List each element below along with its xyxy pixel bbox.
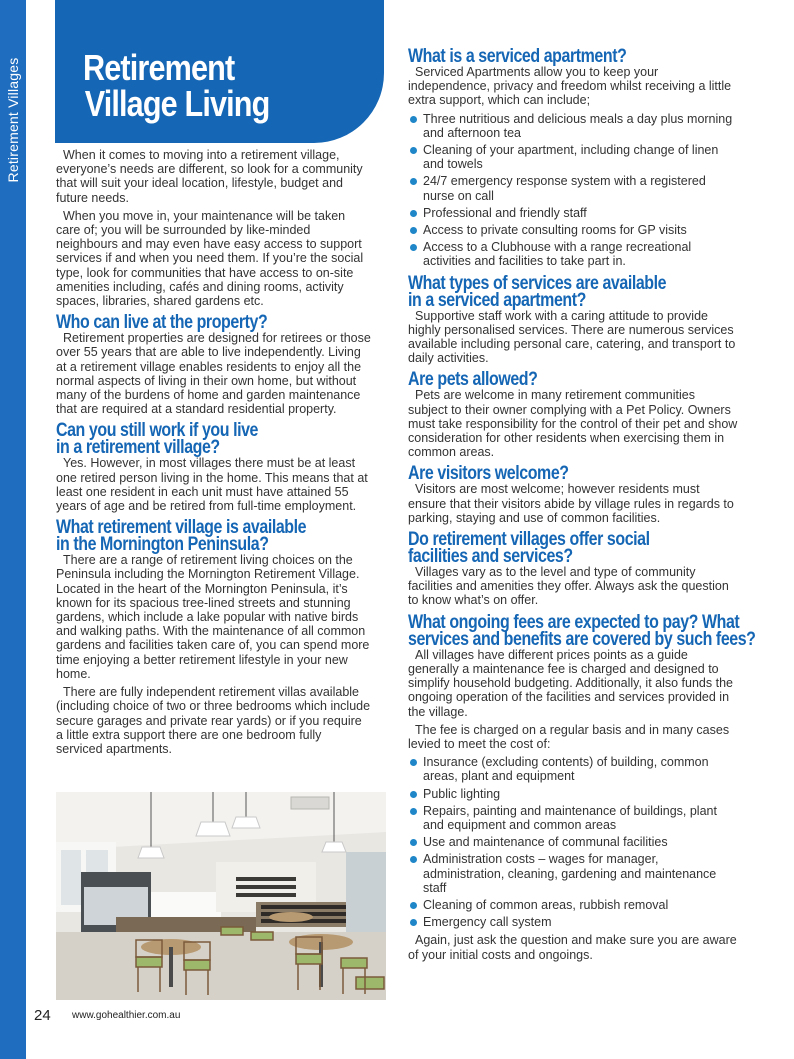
section-body: Serviced Apartments allow you to keep your independence, privacy and freedom whilst receiving a little extra support, which can include; xyxy=(408,65,732,108)
section-body: Pets are welcome in many retirement communities subject to their owner complying with a Pet Policy. Owners must take responsibility for the control of their pet and show consideration for other residents when exercising them in common areas. xyxy=(408,388,738,460)
left-column xyxy=(56,148,371,760)
list-item: Access to a Clubhouse with a range recreational activities and facilities to take part in. xyxy=(408,240,738,268)
section-body: Supportive staff work with a caring attitude to provide highly personalised services. There are numerous services available including personal care, catering, and transport to daily activities. xyxy=(408,308,736,366)
sidebar-strip xyxy=(0,0,26,1059)
list-item: Professional and friendly staff xyxy=(408,206,738,220)
page-number: 24 xyxy=(34,1007,51,1024)
section-body: There are fully independent retirement villas available (including choice of two or three bedrooms which include secure garages and private rear yards) or if you require a little extra support there are one bedroom fully serviced apartments. xyxy=(56,685,371,756)
section-heading: Can you still work if you live in a retirement village? xyxy=(56,420,259,459)
list-item: Insurance (excluding contents) of building, common areas, plant and equipment xyxy=(408,755,738,783)
bullet-list xyxy=(408,112,738,269)
page-footer xyxy=(34,1007,534,1027)
section-heading: What retirement village is available in the Mornington Peninsula? xyxy=(56,517,307,556)
clubhouse-photo xyxy=(56,792,386,1000)
section-body: Retirement properties are designed for retirees or those over 55 years that are able to live independently. Living at a retirement village enables residents to enjoy all the normal aspects of living in their own home, but without many of the burdens of home and garden maintenance that are required at a standard residential property. xyxy=(56,331,371,417)
list-item: Cleaning of your apartment, including change of linen and towels xyxy=(408,143,738,171)
section-body: All villages have different prices points as a guide generally a maintenance fee is charged and designed to simplify household budgeting. Additionally, it also funds the ongoing operation of the facilities and services provided in the village. xyxy=(408,647,733,719)
intro-paragraph: When you move in, your maintenance will be taken care of; you will be surrounded by like-minded neighbours and may even have easy access to support services if and when you need them. If you’re the social type, look for communities that have access to on-site amenities including, cafés and dining rooms, activity spaces, libraries, shared gardens etc. xyxy=(56,208,364,309)
list-item: Access to private consulting rooms for GP visits xyxy=(408,223,738,237)
section-body: There are a range of retirement living choices on the Peninsula including the Mornington Retirement Village. Located in the heart of the Mornington Peninsula, it’s known for its spacious tree-lined streets and stunning gardens, which include a lake popular with native birds and walking paths. With the maintenance of all common gardens and facilities taken care of, you can spend more time enjoying a better retirement lifestyle in your new home. xyxy=(56,553,370,681)
list-item: Public lighting xyxy=(408,787,738,801)
section-heading: Do retirement villages offer social facilities and services? xyxy=(408,529,650,568)
section-label: Retirement Villages xyxy=(5,57,21,183)
section-heading: Are visitors welcome? xyxy=(408,463,569,485)
section-body: Visitors are most welcome; however residents must ensure that their visitors abide by village rules in regards to parking, staying and use of common facilities. xyxy=(408,482,734,525)
list-item: 24/7 emergency response system with a registered nurse on call xyxy=(408,174,738,202)
intro-paragraph: When it comes to moving into a retirement village, everyone’s needs are different, so look for a community that will suit your ideal location, lifestyle, budget and future needs. xyxy=(56,148,363,205)
page-title xyxy=(83,47,270,124)
section-heading: What ongoing fees are expected to pay? What services and benefits are covered by such fees? xyxy=(408,611,756,650)
section-body: Yes. However, in most villages there must be at least one retired person living in the home. This means that at least one resident in each unit must have attained 55 years of age and be retired from full-time employment. xyxy=(56,456,368,514)
section-body: Villages vary as to the level and type of community facilities and amenities they offer. Always ask the question to know what’s on offer. xyxy=(408,565,729,608)
bullet-list xyxy=(408,755,738,929)
list-item: Emergency call system xyxy=(408,915,738,929)
section-heading: What types of services are available in a serviced apartment? xyxy=(408,272,667,311)
section-heading: Who can live at the property? xyxy=(56,312,268,334)
title-banner xyxy=(55,0,384,143)
title-line-2: Village Living xyxy=(84,83,270,124)
website-url: www.gohealthier.com.au xyxy=(72,1010,181,1021)
list-item: Three nutritious and delicious meals a day plus morning and afternoon tea xyxy=(408,112,738,140)
title-line-1: Retirement xyxy=(83,47,235,88)
list-item: Cleaning of common areas, rubbish removal xyxy=(408,898,738,912)
section-heading: Are pets allowed? xyxy=(408,369,538,391)
clubhouse-illustration xyxy=(56,792,386,1000)
list-item: Repairs, painting and maintenance of buildings, plant and equipment and common areas xyxy=(408,804,738,832)
list-item: Use and maintenance of communal facilities xyxy=(408,835,738,849)
section-heading: What is a serviced apartment? xyxy=(408,46,627,67)
section-body: The fee is charged on a regular basis and in many cases levied to meet the cost of: xyxy=(408,722,730,751)
section-body: Again, just ask the question and make sure you are aware of your initial costs and ongoings. xyxy=(408,933,737,962)
list-item: Administration costs – wages for manager, administration, cleaning, gardening and maintenance staff xyxy=(408,852,738,895)
right-column xyxy=(408,46,756,966)
